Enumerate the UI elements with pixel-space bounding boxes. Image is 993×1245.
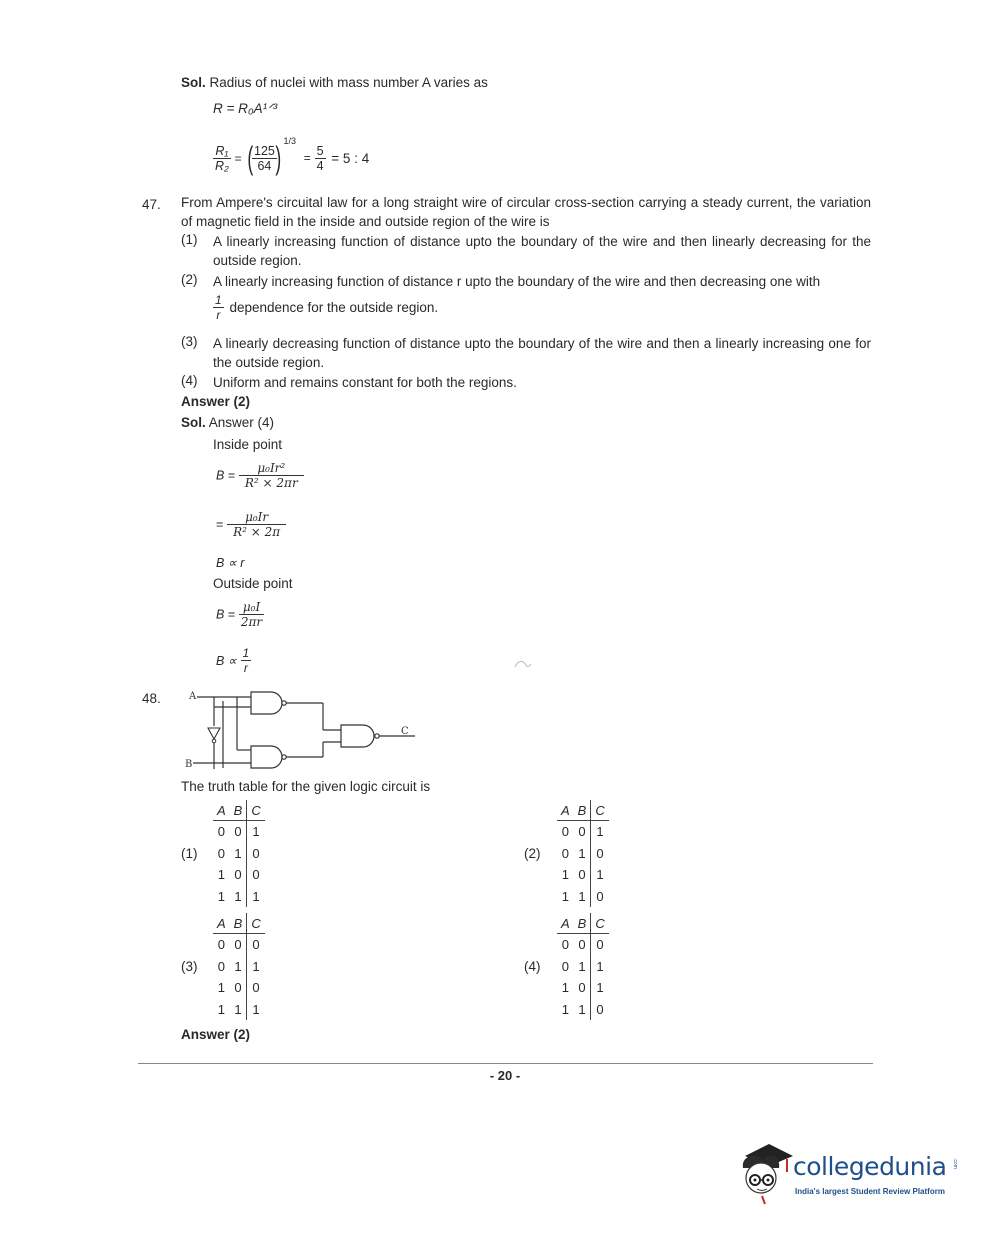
page-number: - 20 - bbox=[489, 1068, 521, 1083]
truth-table-4 bbox=[557, 913, 609, 1020]
question-number: 48. bbox=[142, 691, 161, 706]
f1-num: μ₀Ir² bbox=[239, 461, 304, 476]
table-row: 0 0 1 bbox=[213, 821, 265, 843]
prop-r: B ∝ r bbox=[216, 556, 245, 570]
outside-fraction bbox=[239, 600, 264, 629]
table-row: 1 0 1 bbox=[557, 864, 609, 886]
outside-formula bbox=[216, 600, 264, 629]
header-b: B bbox=[574, 800, 591, 821]
header-a: A bbox=[213, 913, 230, 934]
option-num: (1) bbox=[181, 846, 198, 861]
header-b: B bbox=[574, 913, 591, 934]
table-row: 0 1 0 bbox=[557, 843, 609, 865]
five-fourths bbox=[315, 144, 326, 173]
sol-label: Sol. bbox=[181, 415, 206, 430]
radius-formula: R = R₀A¹ᐟ³ bbox=[213, 101, 278, 116]
not-gate-icon bbox=[208, 728, 220, 739]
header-b: B bbox=[230, 800, 247, 821]
option-text: A linearly increasing function of distance upto the boundary of the wire and then linearly decreasing for the outside region. bbox=[213, 234, 871, 268]
prop-inv: B ∝ bbox=[216, 654, 237, 668]
table-row: 0 1 0 bbox=[213, 843, 265, 865]
sol-label: Sol. bbox=[181, 75, 206, 90]
inside-formula-1 bbox=[216, 461, 304, 490]
f3-num: μ₀I bbox=[239, 600, 264, 615]
sol47-line bbox=[181, 415, 274, 430]
option-num: (3) bbox=[181, 334, 198, 349]
paren-num: 125 bbox=[254, 143, 275, 158]
five: 5 bbox=[316, 143, 324, 158]
table-row: 0 1 1 bbox=[557, 956, 609, 978]
f3-den: 2πr bbox=[240, 615, 263, 629]
mascot-icon bbox=[735, 1138, 795, 1208]
truth-table-2 bbox=[557, 800, 609, 907]
header-b: B bbox=[230, 913, 247, 934]
four: 4 bbox=[316, 158, 324, 173]
header-a: A bbox=[557, 913, 574, 934]
table-row: 0 0 0 bbox=[557, 934, 609, 956]
ratio-num: R₁ bbox=[213, 144, 231, 159]
header-c: C bbox=[591, 913, 609, 934]
table-row: 1 1 1 bbox=[213, 999, 265, 1021]
sol46-text: Radius of nuclei with mass number A varies as bbox=[209, 75, 488, 90]
option-num: (4) bbox=[181, 373, 198, 388]
f2-num: μ₀Ir bbox=[227, 510, 286, 525]
header-c: C bbox=[591, 800, 609, 821]
header-a: A bbox=[557, 800, 574, 821]
f2-den: R² × 2π bbox=[233, 525, 281, 539]
ratio-result: = 5 : 4 bbox=[331, 150, 370, 166]
b-eq: B = bbox=[216, 607, 236, 622]
table-row: 1 0 0 bbox=[213, 977, 265, 999]
sol47-text: Answer (4) bbox=[208, 415, 275, 430]
inv-num: 1 bbox=[242, 646, 250, 660]
answer: Answer (2) bbox=[181, 394, 251, 409]
option-text: A linearly decreasing function of distance upto the boundary of the wire and then a linearly increasing one for the outside region. bbox=[213, 336, 871, 370]
header-c: C bbox=[247, 800, 265, 821]
f1-den: R² × 2πr bbox=[244, 476, 298, 490]
table-row: 1 1 0 bbox=[557, 886, 609, 908]
stray-mark bbox=[513, 658, 533, 670]
frac-den: r bbox=[216, 308, 221, 322]
footer-divider bbox=[138, 1063, 873, 1064]
option-num: (4) bbox=[524, 959, 541, 974]
paren-fraction bbox=[252, 144, 277, 173]
answer: Answer (2) bbox=[181, 1027, 251, 1042]
ratio-fraction bbox=[213, 144, 231, 173]
logic-circuit-diagram bbox=[185, 686, 425, 778]
header-a: A bbox=[213, 800, 230, 821]
truth-table-3 bbox=[213, 913, 265, 1020]
table-row: 1 1 0 bbox=[557, 999, 609, 1021]
inside-fraction-1 bbox=[239, 461, 304, 490]
table-row: 0 1 1 bbox=[213, 956, 265, 978]
table-row: 1 0 1 bbox=[557, 977, 609, 999]
exponent: 1/3 bbox=[283, 136, 297, 146]
truth-table-1 bbox=[213, 800, 265, 907]
option-num: (1) bbox=[181, 232, 198, 247]
header-c: C bbox=[247, 913, 265, 934]
table-row: 1 1 1 bbox=[213, 886, 265, 908]
label-a: A bbox=[189, 691, 197, 702]
ratio-den: R₂ bbox=[215, 158, 229, 173]
prop-inverse bbox=[216, 646, 251, 675]
option-num: (2) bbox=[524, 846, 541, 861]
brand-suffix: .com bbox=[952, 1158, 958, 1169]
b-eq: B = bbox=[216, 468, 236, 483]
inside-fraction-2 bbox=[227, 510, 286, 539]
option-num: (2) bbox=[181, 272, 198, 287]
table-row: 1 0 0 bbox=[213, 864, 265, 886]
inv-den: r bbox=[243, 661, 248, 675]
frac-num: 1 bbox=[215, 293, 222, 307]
question-text: From Ampere's circuital law for a long straight wire of circular cross-section carrying a steady current, the variation of magnetic field in the inside and outside region of the wire is bbox=[181, 195, 871, 229]
option-text-cont: dependence for the outside region. bbox=[229, 300, 439, 315]
one-over-r bbox=[213, 293, 224, 322]
inv-fraction bbox=[241, 646, 252, 675]
brand-tagline: India's largest Student Review Platform bbox=[795, 1187, 945, 1196]
outside-point: Outside point bbox=[213, 576, 293, 591]
eq-sign: = bbox=[234, 151, 242, 166]
inside-formula-2 bbox=[216, 510, 286, 539]
question-text: The truth table for the given logic circuit is bbox=[181, 779, 431, 794]
brand-name: collegedunia bbox=[793, 1152, 947, 1181]
option-text: Uniform and remains constant for both the regions. bbox=[213, 375, 517, 390]
paren-den: 64 bbox=[257, 158, 272, 173]
right-paren: ) bbox=[275, 139, 282, 176]
ratio-equation bbox=[213, 136, 369, 178]
table-row: 0 0 0 bbox=[213, 934, 265, 956]
option-fraction-line bbox=[213, 293, 438, 322]
inside-point: Inside point bbox=[213, 437, 283, 452]
eq-sign: = bbox=[216, 517, 224, 532]
option-text: A linearly increasing function of distance r upto the boundary of the wire and then decreasing one with bbox=[213, 274, 821, 289]
table-row: 0 0 1 bbox=[557, 821, 609, 843]
option-num: (3) bbox=[181, 959, 198, 974]
sol46-line bbox=[181, 73, 488, 92]
label-c: C bbox=[401, 726, 409, 737]
left-paren: ( bbox=[247, 139, 254, 176]
question-number: 47. bbox=[142, 197, 161, 212]
eq-sign-2: = bbox=[303, 151, 311, 166]
brand-logo[interactable] bbox=[735, 1138, 965, 1208]
label-b: B bbox=[185, 759, 193, 770]
